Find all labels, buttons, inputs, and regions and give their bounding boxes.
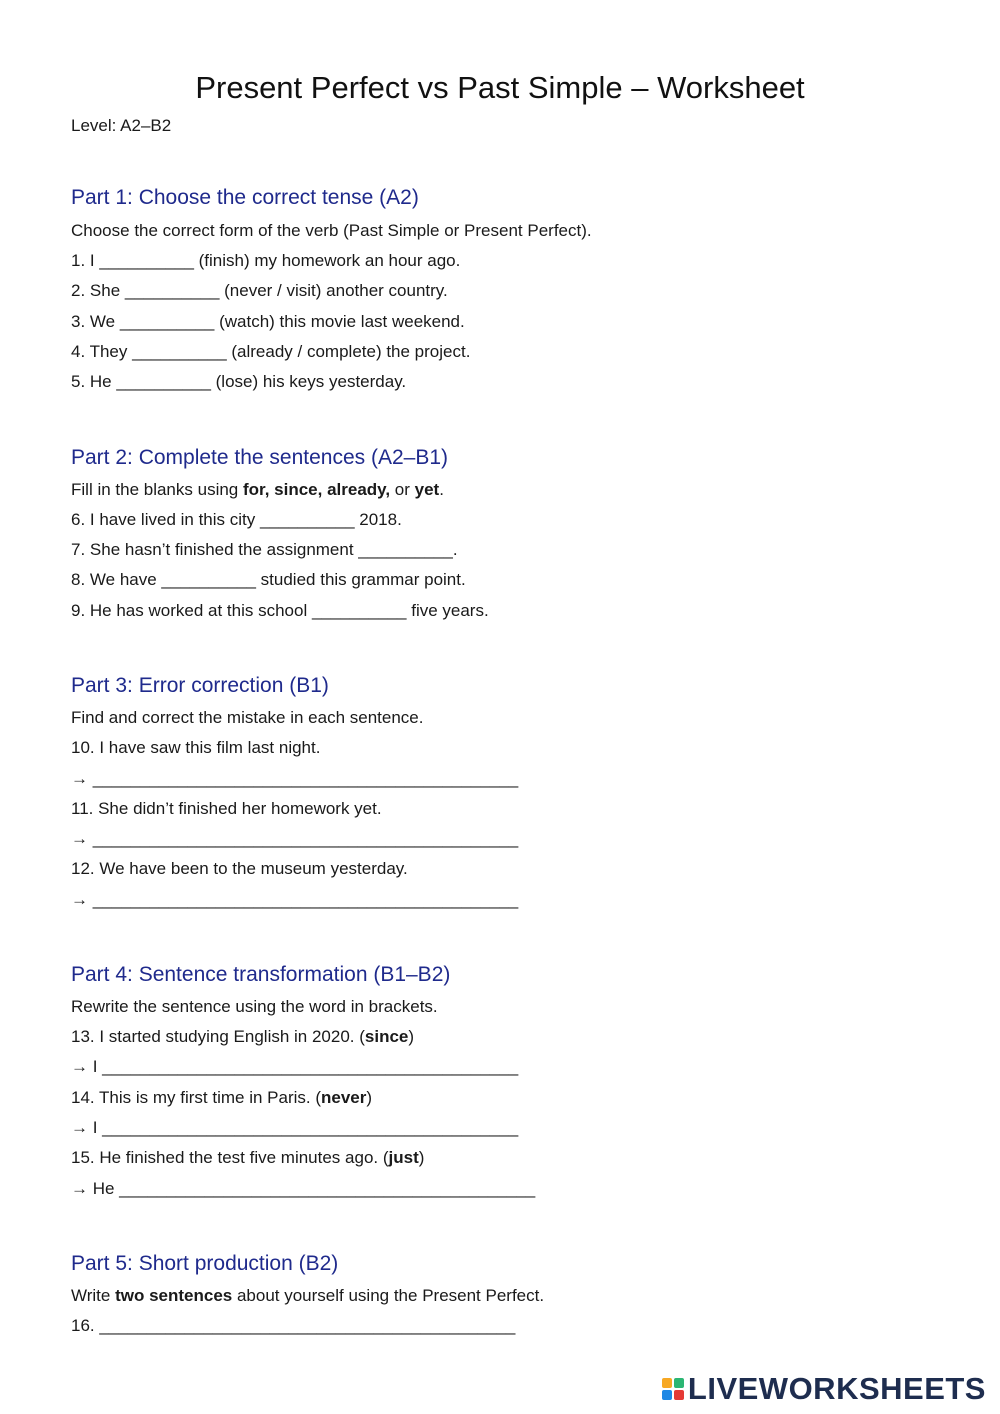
part2-instruction-pre: Fill in the blanks using [71, 480, 243, 499]
part4-item [71, 1148, 424, 1168]
part5-instruction-bold: two sentences [115, 1286, 233, 1305]
part3-instruction: Find and correct the mistake in each sentence. [71, 708, 424, 727]
part2-item[interactable]: 9. He has worked at this school __________ five years. [71, 601, 489, 620]
part2-heading: Part 2: Complete the sentences (A2–B1) [71, 446, 449, 469]
part4-item [71, 1088, 372, 1108]
level-label: Level: A2–B2 [71, 116, 172, 135]
part4-item-close: ) [366, 1088, 373, 1107]
part1-item[interactable]: 1. I __________ (finish) my homework an hour ago. [71, 251, 461, 270]
logo-square-icon [674, 1378, 684, 1388]
part2-instruction-mid: or [390, 480, 415, 499]
part2-instruction [71, 480, 444, 500]
liveworksheets-icon [662, 1378, 684, 1400]
part2-instruction-end: . [439, 480, 444, 499]
part2-item[interactable]: 6. I have lived in this city __________ 2018. [71, 510, 402, 529]
part3-item: 10. I have saw this film last night. [71, 738, 321, 757]
part4-heading: Part 4: Sentence transformation (B1–B2) [71, 963, 451, 986]
part2-item[interactable]: 8. We have __________ studied this grammar point. [71, 570, 466, 589]
part4-item [71, 1027, 414, 1047]
part5-instruction [71, 1286, 544, 1306]
part2-instruction-words: for, since, already, [242, 480, 391, 499]
part4-item-word: since [364, 1027, 409, 1046]
part2-item[interactable]: 7. She hasn’t finished the assignment __________. [71, 540, 458, 559]
part4-item-text: 13. I started studying English in 2020. ( [71, 1027, 365, 1046]
part4-instruction: Rewrite the sentence using the word in brackets. [71, 997, 438, 1016]
part3-answer-line[interactable]: → _____________________________________________ [71, 769, 519, 788]
logo-square-icon [662, 1390, 672, 1400]
part3-answer-line[interactable]: → _____________________________________________ [71, 890, 519, 909]
part3-answer-line[interactable]: → _____________________________________________ [71, 829, 519, 848]
part4-item-text: 15. He finished the test five minutes ago. ( [71, 1148, 389, 1167]
part3-heading: Part 3: Error correction (B1) [71, 674, 329, 697]
part4-item-word: never [321, 1088, 367, 1107]
part4-item-close: ) [408, 1027, 415, 1046]
part1-item[interactable]: 2. She __________ (never / visit) another country. [71, 281, 448, 300]
part4-answer-line[interactable]: → He ____________________________________________ [71, 1179, 536, 1198]
part4-item-word: just [388, 1148, 419, 1167]
part4-answer-line[interactable]: → I ____________________________________________ [71, 1057, 519, 1076]
part5-instruction-post: about yourself using the Present Perfect. [232, 1286, 545, 1305]
part4-item-text: 14. This is my first time in Paris. ( [71, 1088, 322, 1107]
part4-item-close: ) [418, 1148, 425, 1167]
liveworksheets-logo [662, 1372, 986, 1406]
part1-heading: Part 1: Choose the correct tense (A2) [71, 186, 419, 209]
part3-item: 11. She didn’t finished her homework yet. [71, 799, 382, 818]
logo-square-icon [662, 1378, 672, 1388]
part1-item[interactable]: 4. They __________ (already / complete) the project. [71, 342, 471, 361]
logo-square-icon [674, 1390, 684, 1400]
part3-item: 12. We have been to the museum yesterday. [71, 859, 408, 878]
liveworksheets-wordmark: LIVEWORKSHEETS [687, 1371, 986, 1406]
part2-instruction-last: yet [414, 480, 440, 499]
part1-instruction: Choose the correct form of the verb (Past Simple or Present Perfect). [71, 221, 592, 240]
part5-answer-line[interactable]: 16. ____________________________________________ [71, 1316, 516, 1335]
worksheet-title: Present Perfect vs Past Simple – Worksheet [195, 70, 805, 105]
part5-heading: Part 5: Short production (B2) [71, 1252, 339, 1275]
part4-answer-line[interactable]: → I ____________________________________________ [71, 1118, 519, 1137]
part1-item[interactable]: 5. He __________ (lose) his keys yesterday. [71, 372, 407, 391]
part1-item[interactable]: 3. We __________ (watch) this movie last weekend. [71, 312, 465, 331]
part5-instruction-pre: Write [71, 1286, 116, 1305]
